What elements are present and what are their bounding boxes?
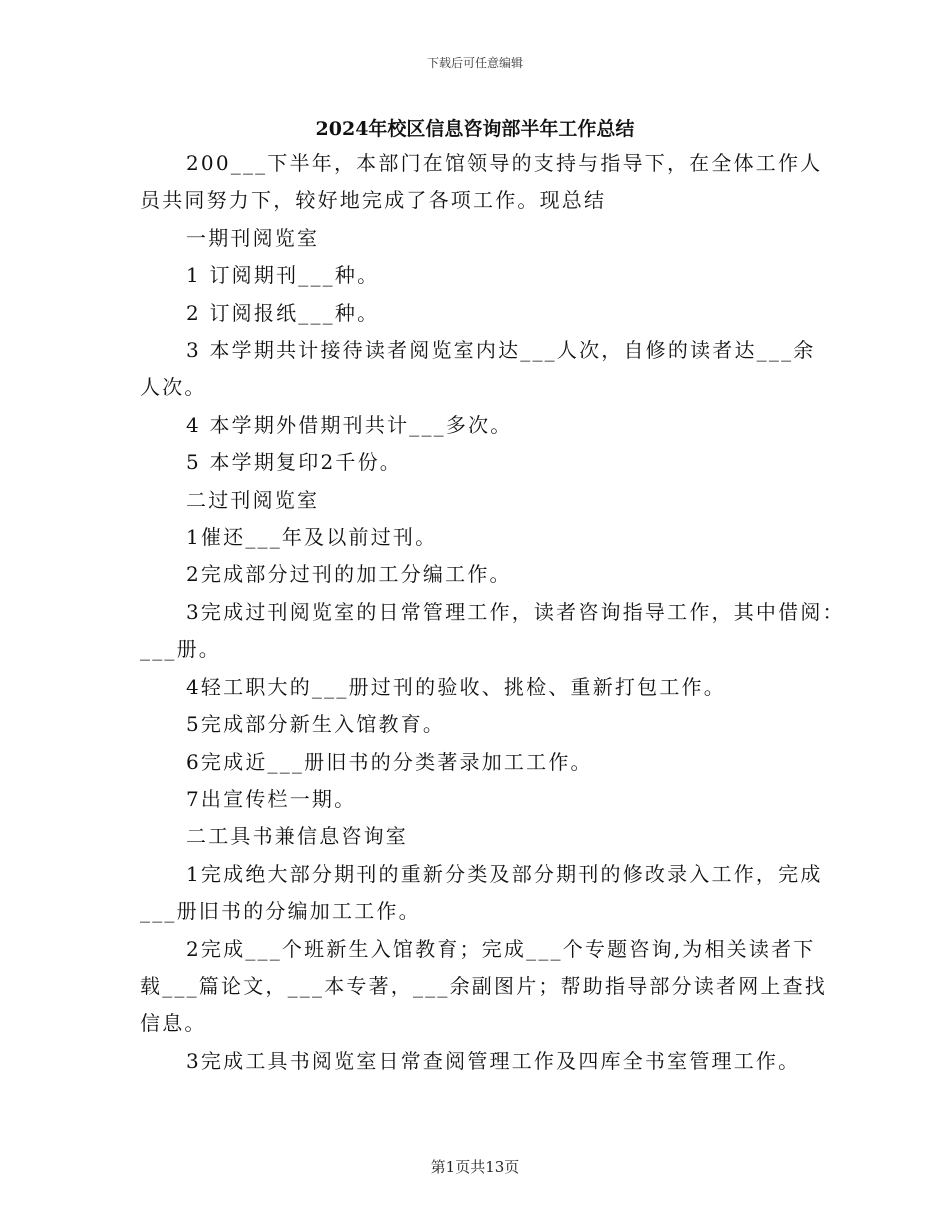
- body-line-17: 6完成近___册旧书的分类著录加工工作。: [186, 749, 593, 774]
- body-line-6: 3 本学期共计接待读者阅览室内达___人次，自修的读者达___余: [186, 338, 816, 363]
- document-title: 2024年校区信息咨询部半年工作总结: [315, 118, 635, 140]
- body-line-22: 2完成___个班新生入馆教育；完成___个专题咨询,为相关读者下: [186, 936, 816, 961]
- page-number: 第1页共13页: [430, 1158, 520, 1176]
- body-line-21: ___册旧书的分编加工工作。: [140, 899, 421, 924]
- body-line-18: 7出宣传栏一期。: [186, 786, 357, 811]
- section-heading-back-issues: 二过刊阅览室: [186, 487, 320, 512]
- body-line-11: 1催还___年及以前过刊。: [186, 525, 438, 550]
- body-line-2: 员共同努力下，较好地完成了各项工作。现总结: [140, 188, 607, 213]
- body-line-5: 2 订阅报纸___种。: [186, 300, 380, 325]
- body-line-25: 3完成工具书阅览室日常查阅管理工作及四库全书室管理工作。: [186, 1048, 801, 1073]
- section-heading-periodicals: 一期刊阅览室: [186, 225, 320, 250]
- body-line-9: 5 本学期复印2千份。: [186, 450, 403, 475]
- body-line-23: 载___篇论文，___本专著，___余副图片；帮助指导部分读者网上查找: [140, 973, 827, 998]
- body-line-13: 3完成过刊阅览室的日常管理工作，读者咨询指导工作，其中借阅：: [186, 599, 845, 624]
- header-note: 下载后可任意编辑: [426, 56, 523, 70]
- body-line-4: 1 订阅期刊___种。: [186, 263, 380, 288]
- body-line-16: 5完成部分新生入馆教育。: [186, 712, 446, 737]
- section-heading-reference-room: 二工具书兼信息咨询室: [186, 824, 408, 849]
- body-line-1: 200___下半年，本部门在馆领导的支持与指导下，在全体工作人: [186, 151, 823, 175]
- body-line-24: 信息。: [140, 1011, 207, 1036]
- body-line-12: 2完成部分过刊的加工分编工作。: [186, 562, 512, 587]
- body-line-8: 4 本学期外借期刊共计___多次。: [186, 412, 513, 437]
- body-line-7: 人次。: [140, 375, 207, 400]
- body-line-15: 4轻工职大的___册过刊的验收、挑检、重新打包工作。: [186, 674, 726, 699]
- body-line-14: ___册。: [140, 637, 221, 662]
- document-body: [140, 145, 845, 1080]
- body-line-20: 1完成绝大部分期刊的重新分类及部分期刊的修改录入工作，完成: [186, 861, 823, 886]
